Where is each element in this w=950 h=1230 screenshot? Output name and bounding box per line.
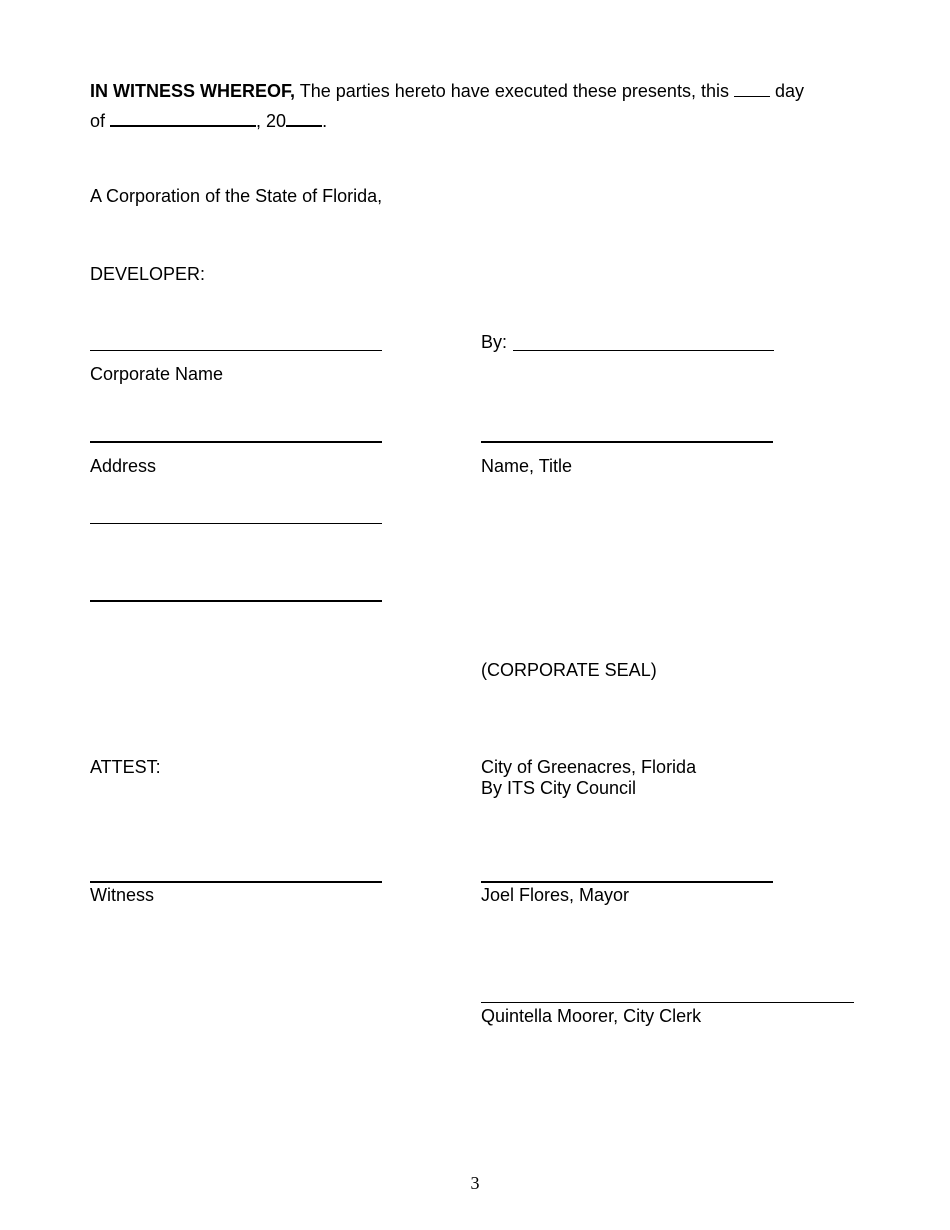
mayor-label: Joel Flores, Mayor [481, 885, 630, 905]
corporate-seal-label: (CORPORATE SEAL) [481, 660, 657, 680]
corporate-name-label: Corporate Name [90, 364, 224, 384]
clerk-signature-line[interactable] [481, 1002, 854, 1003]
year-blank[interactable] [286, 110, 322, 127]
day-word: day [775, 81, 805, 101]
period: . [322, 111, 328, 131]
clerk-label: Quintella Moorer, City Clerk [481, 1006, 702, 1026]
witness-clause-lead: IN WITNESS WHEREOF, [90, 81, 296, 101]
month-blank[interactable] [110, 110, 256, 127]
by-signature-line[interactable] [513, 350, 774, 351]
address-line-3[interactable] [90, 600, 382, 602]
comma-twenty: , 20 [256, 111, 287, 131]
corporation-line: A Corporation of the State of Florida, [90, 186, 383, 206]
city-line-2: By ITS City Council [481, 778, 637, 798]
witness-signature-line[interactable] [90, 881, 382, 883]
witness-clause-line-1 [90, 81, 804, 102]
witness-label: Witness [90, 885, 155, 905]
witness-clause-line-2 [90, 110, 327, 132]
of-word: of [90, 111, 106, 131]
mayor-signature-line[interactable] [481, 881, 773, 883]
corporate-name-line[interactable] [90, 350, 382, 351]
city-line-1: City of Greenacres, Florida [481, 757, 697, 777]
developer-heading: DEVELOPER: [90, 264, 206, 284]
address-line-1[interactable] [90, 441, 382, 443]
page-number: 3 [470, 1173, 480, 1193]
address-line-2[interactable] [90, 523, 382, 524]
attest-heading: ATTEST: [90, 757, 161, 777]
address-label: Address [90, 456, 157, 476]
day-blank[interactable] [734, 81, 770, 97]
name-title-line[interactable] [481, 441, 773, 443]
witness-clause-text: The parties hereto have executed these presents, this [299, 81, 729, 101]
name-title-label: Name, Title [481, 456, 573, 476]
by-label: By: [481, 332, 508, 352]
